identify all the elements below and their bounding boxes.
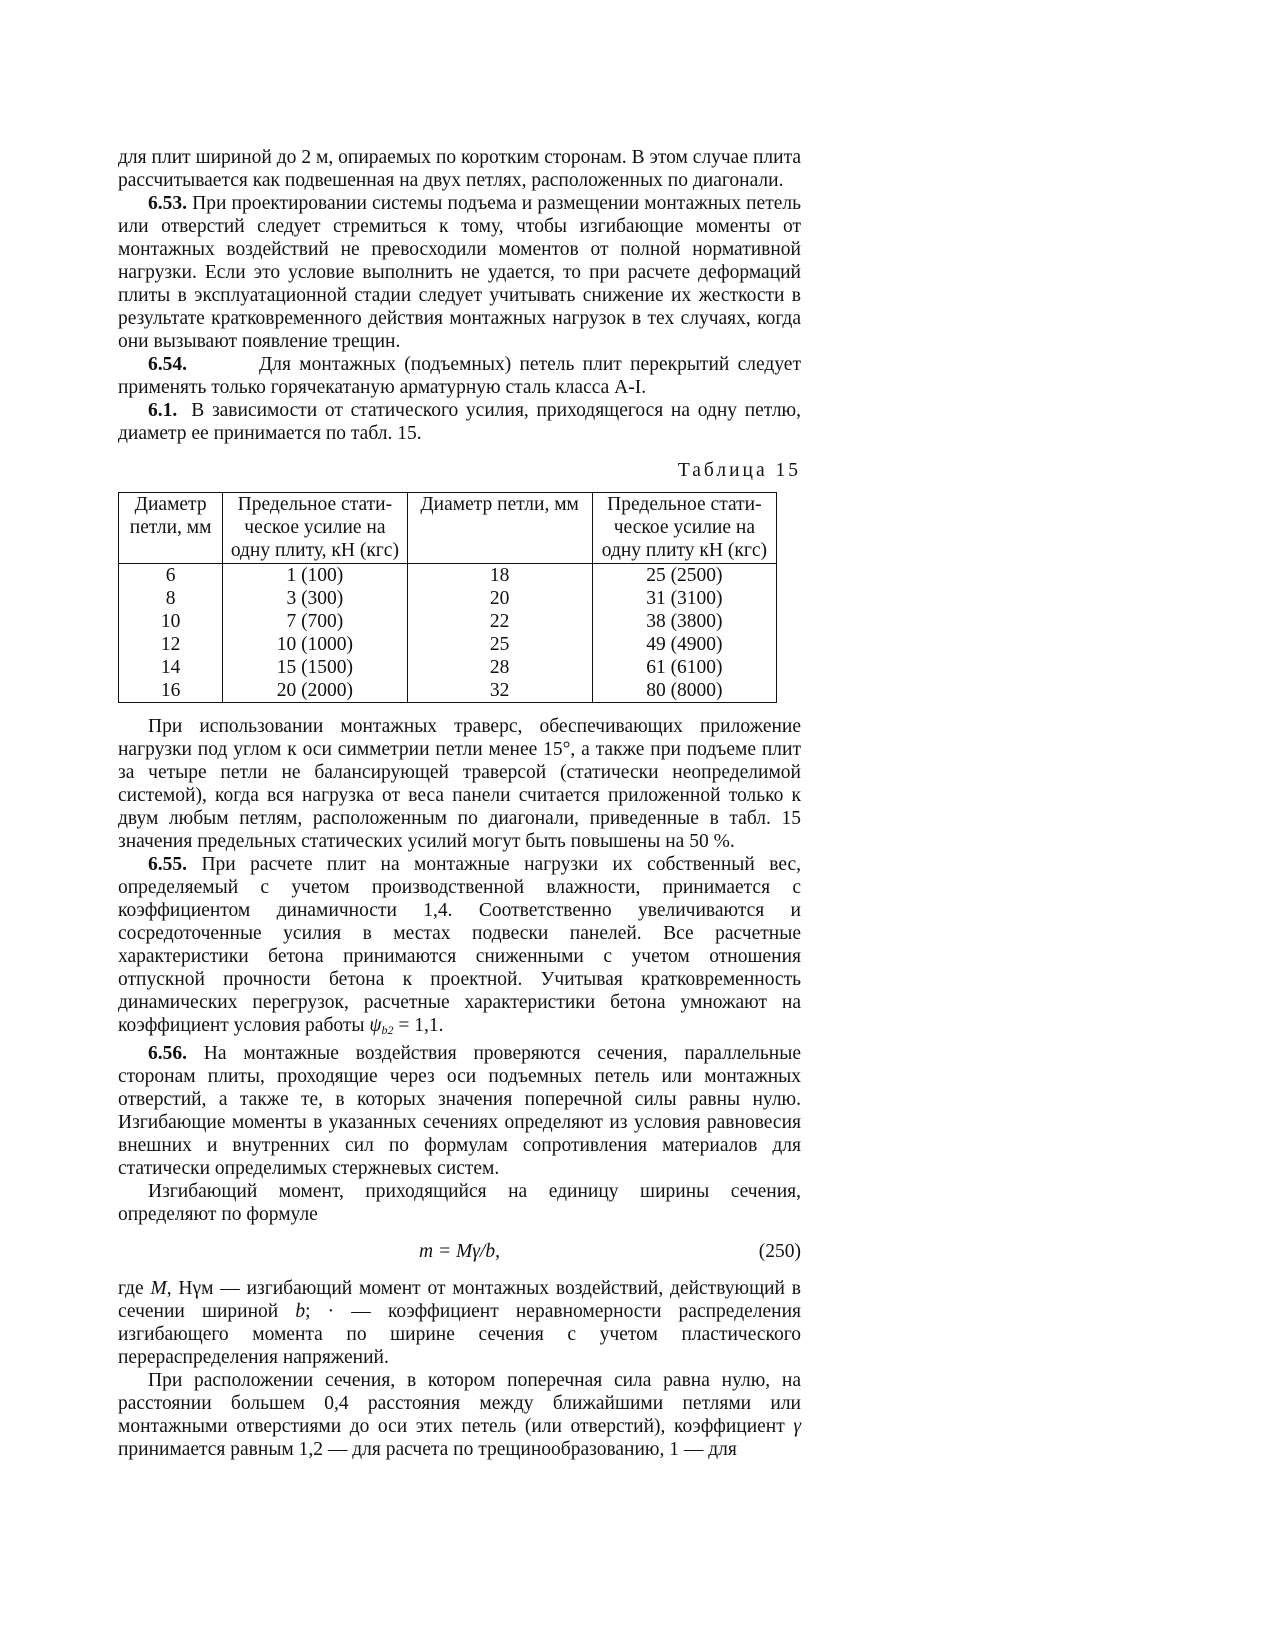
table-row: [119, 656, 777, 679]
table-cell: 14: [119, 656, 223, 679]
table-row: [119, 633, 777, 656]
table-cell: 20: [407, 587, 592, 610]
section-text: Для монтажных (подъемных) петель плит перекрытий следует применять только горячекатаную арматурную сталь класса A-I.: [118, 354, 801, 398]
table-cell: 16: [119, 679, 223, 703]
section-text: При расчете плит на монтажные нагрузки их собственный вес, определяемый с учетом производственной влажности, принимается с коэффициентом динамичности 1,4. Соответственно увеличиваются и сосредоточенные усилия в местах подвески панелей. Все расчетные характеристики бетона принимаются сниженными с учетом отношения отпускной прочности бетона к проектной. Учитывая кратковременность динамических перегрузок, расчетные характеристики бетона умножают на коэффициент условия работы: [118, 854, 801, 1036]
gamma-symbol: γ: [793, 1416, 801, 1437]
header-cell: Диаметр петли, мм: [407, 493, 592, 564]
table-cell: 61 (6100): [592, 656, 776, 679]
table-cell: 7 (700): [223, 610, 407, 633]
section-6-54: [118, 353, 801, 399]
section-number: 6.1.: [148, 400, 178, 421]
table-cell: 18: [407, 564, 592, 588]
section-text: На монтажные воздействия проверяются сечения, параллельные сторонам плиты, проходящие через оси подъемных петель или монтажных отверстий, а также те, в которых значения поперечной силы равны нулю. Изгибающие моменты в указанных сечениях определяют из условия равновесия внешних и внутренних сил по формулам сопротивления материалов для статически определимых стержневых систем.: [118, 1043, 801, 1179]
table-cell: 12: [119, 633, 223, 656]
section-text: При проектировании системы подъема и размещении монтажных петель или отверстий следует стремиться к тому, чтобы изгибающие моменты от монтажных воздействий не превосходили моментов от полной нормативной нагрузки. Если это условие выполнить не удается, то при расчете деформаций плиты в эксплуатационной стадии следует учитывать снижение их жесткости в результате кратковременного действия монтажных нагрузок в тех случаях, когда они вызывают появление трещин.: [118, 193, 801, 352]
section-text: В зависимости от статического усилия, приходящегося на одну петлю, диаметр ее принимается по табл. 15.: [118, 400, 801, 444]
where-text-2: ; · — коэффициент неравномерности распределения изгибающего момента по ширине сечения с учетом пластического перераспределения напряжений.: [118, 1301, 801, 1368]
table-cell: 25: [407, 633, 592, 656]
table-header-row: [119, 493, 777, 564]
table-cell: 1 (100): [223, 564, 407, 588]
last-text: При расположении сечения, в котором поперечная сила равна нулю, на расстоянии большем 0,4 расстояния между ближайшими петлями или монтажными отверстиями до оси этих петель (или отверстий), коэффициент: [118, 1370, 801, 1437]
formula-number: (250): [758, 1241, 801, 1262]
psi-subscript: b2: [381, 1023, 394, 1037]
table-cell: 80 (8000): [592, 679, 776, 703]
table-caption: Таблица 15: [677, 460, 801, 481]
last-text-end: принимается равным 1,2 — для расчета по трещинообразованию, 1 — для: [118, 1439, 737, 1460]
table-cell: 10: [119, 610, 223, 633]
table-row: [119, 679, 777, 703]
table-cell: 8: [119, 587, 223, 610]
table-cell: 20 (2000): [223, 679, 407, 703]
paragraph-last: [118, 1369, 801, 1461]
paragraph-where: [118, 1277, 801, 1369]
table-cell: 38 (3800): [592, 610, 776, 633]
paragraph-moment: Изгибающий момент, приходящийся на единицу ширины сечения, определяют по формуле: [118, 1181, 801, 1225]
table-cell: 49 (4900): [592, 633, 776, 656]
where-text: , Нγм — изгибающий момент от монтажных воздействий, действующий в сечении шириной: [118, 1278, 801, 1322]
section-number: 6.54.: [148, 354, 187, 375]
table-cell: 25 (2500): [592, 564, 776, 588]
section-number: 6.55.: [148, 854, 187, 875]
header-cell: Предельное стати-ческое усилие на одну плиту кН (кгс): [592, 493, 776, 564]
section-6-53: [118, 192, 801, 353]
table-row: [119, 587, 777, 610]
header-cell: Диаметр петли, мм: [119, 493, 223, 564]
section-6-1: [118, 399, 801, 445]
psi-symbol: ψ: [369, 1015, 382, 1036]
table-cell: 6: [119, 564, 223, 588]
symbol-M: M: [150, 1278, 167, 1299]
table-row: [119, 610, 777, 633]
section-number: 6.56.: [148, 1043, 187, 1064]
table-15: [118, 492, 777, 703]
table-row: [119, 564, 777, 588]
formula-expression: m = Mγ/b,: [419, 1241, 500, 1262]
section-6-55: [118, 853, 801, 1042]
formula-250: [118, 1240, 801, 1263]
header-cell: Предельное стати-ческое усилие на одну плиту, кН (кгс): [223, 493, 407, 564]
table-cell: 15 (1500): [223, 656, 407, 679]
document-page: [118, 146, 801, 1461]
paragraph-intro: для плит шириной до 2 м, опираемых по коротким сторонам. В этом случае плита рассчитывается как подвешенная на двух петлях, расположенных по диагонали.: [118, 147, 801, 191]
table-cell: 31 (3100): [592, 587, 776, 610]
section-number: 6.53.: [148, 193, 187, 214]
where-word: где: [118, 1278, 144, 1299]
table-cell: 28: [407, 656, 592, 679]
paragraph-traverse: При использовании монтажных траверс, обеспечивающих приложение нагрузки под углом к оси симметрии петли менее 15°, а также при подъеме плит за четыре петли не балансирующей траверсой (статически неопределимой системой), когда вся нагрузка от веса панели считается приложенной только к двум любым петлям, расположенным по диагонали, приведенные в табл. 15 значения предельных статических усилий могут быть повышены на 50 %.: [118, 716, 801, 852]
coefficient-value: = 1,1.: [398, 1015, 444, 1036]
table-cell: 22: [407, 610, 592, 633]
table-cell: 3 (300): [223, 587, 407, 610]
table-cell: 10 (1000): [223, 633, 407, 656]
table-cell: 32: [407, 679, 592, 703]
symbol-b: b: [295, 1301, 306, 1322]
section-6-56: [118, 1042, 801, 1180]
